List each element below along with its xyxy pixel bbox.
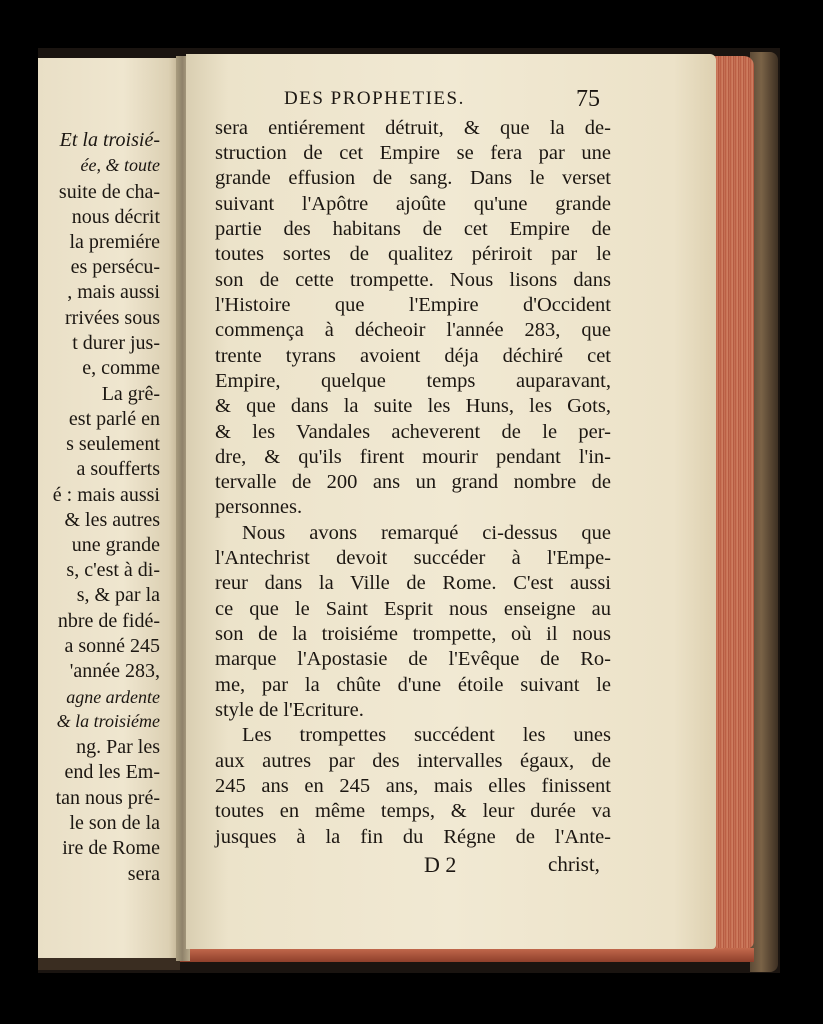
cover-edge — [750, 52, 778, 972]
text-line: son de la troisiéme trompette, où il nous — [215, 623, 611, 645]
text-line: toutes sortes de qualitez périroit par le — [215, 243, 611, 265]
text-line: me, par la chûte d'une étoile suivant le — [215, 674, 611, 696]
left-page — [38, 58, 180, 958]
text-line: l'Antechrist devoit succéder à l'Empe- — [215, 547, 611, 569]
text-line: partie des habitans de cet Empire de — [215, 218, 611, 240]
left-line: agne ardente — [66, 687, 160, 707]
text-line: marque l'Apostasie de l'Evêque de Ro- — [215, 648, 611, 670]
left-line: & les autres — [64, 509, 160, 531]
page-edges — [714, 56, 754, 949]
text-line: jusques à la fin du Régne de l'Ante- — [215, 826, 611, 848]
left-line: a soufferts — [76, 458, 160, 480]
left-line: tan nous pré- — [55, 787, 160, 809]
text-line: Nous avons remarqué ci-dessus que — [242, 522, 611, 544]
left-line: es persécu- — [70, 256, 160, 278]
running-head: DES PROPHETIES. — [284, 88, 465, 109]
left-line: une grande — [71, 534, 160, 556]
text-line: personnes. — [215, 496, 303, 518]
left-line: le son de la — [69, 812, 160, 834]
text-line: & que dans la suite les Huns, les Gots, — [215, 395, 611, 417]
left-line: Et la troisié- — [59, 129, 160, 151]
text-line: son de cette trompette. Nous lisons dans — [215, 269, 611, 291]
text-line: grande effusion de sang. Dans le verset — [215, 167, 611, 189]
text-line: commença à décheoir l'année 283, que — [215, 319, 611, 341]
left-page-text — [38, 58, 180, 958]
left-line: suite de cha- — [58, 181, 160, 203]
left-line: end les Em- — [64, 761, 160, 783]
text-line: 245 ans en 245 ans, mais elles finissent — [215, 775, 611, 797]
text-line: Les trompettes succédent les unes — [242, 724, 611, 746]
left-line: ire de Rome — [62, 837, 160, 859]
text-line: struction de cet Empire se fera par une — [215, 142, 611, 164]
signature-mark: D 2 — [424, 852, 457, 877]
text-line: reur dans la Ville de Rome. C'est aussi — [215, 572, 611, 594]
text-line: aux autres par des intervalles égaux, de — [215, 750, 611, 772]
left-line: ée, & toute — [80, 155, 160, 175]
text-line: dre, & qu'ils firent mourir pendant l'in- — [215, 446, 611, 468]
left-line: est parlé en — [68, 408, 160, 430]
text-line: style de l'Ecriture. — [215, 699, 364, 721]
text-line: trente tyrans avoient déja déchiré cet — [215, 345, 611, 367]
left-line: e, comme — [82, 357, 160, 379]
bottom-page-edges — [176, 948, 754, 962]
text-line: tervalle de 200 ans un grand nombre de — [215, 471, 611, 493]
left-line: , mais aussi — [67, 281, 160, 303]
left-line: sera — [127, 863, 160, 885]
left-line: é : mais aussi — [52, 484, 160, 506]
text-line: Empire, quelque temps auparavant, — [215, 370, 611, 392]
left-line: rrivées sous — [65, 307, 160, 329]
left-line: 'année 283, — [69, 660, 160, 682]
left-line: la premiére — [69, 231, 160, 253]
left-line: a sonné 245 — [64, 635, 160, 657]
text-line: toutes en même temps, & leur durée va — [215, 800, 611, 822]
left-line: nous décrit — [71, 206, 160, 228]
left-line: & la troisiéme — [56, 711, 160, 731]
left-line: La grê- — [101, 383, 160, 405]
text-line: ce que le Saint Esprit nous enseigne au — [215, 598, 611, 620]
left-line: nbre de fidé- — [57, 610, 160, 632]
left-line: ng. Par les — [76, 736, 160, 758]
catchword: christ, — [548, 852, 600, 876]
text-line: & les Vandales acheverent de le per- — [215, 421, 611, 443]
text-line: suivant l'Apôtre ajoûte qu'une grande — [215, 193, 611, 215]
left-line: s seulement — [66, 433, 160, 455]
left-line: s, & par la — [76, 584, 160, 606]
text-line: l'Histoire que l'Empire d'Occident — [215, 294, 611, 316]
left-line: t durer jus- — [72, 332, 160, 354]
left-bottom-edge — [38, 956, 180, 970]
left-line: s, c'est à di- — [66, 559, 160, 581]
page-number: 75 — [576, 86, 600, 112]
text-line: sera entiérement détruit, & que la de- — [215, 117, 611, 139]
